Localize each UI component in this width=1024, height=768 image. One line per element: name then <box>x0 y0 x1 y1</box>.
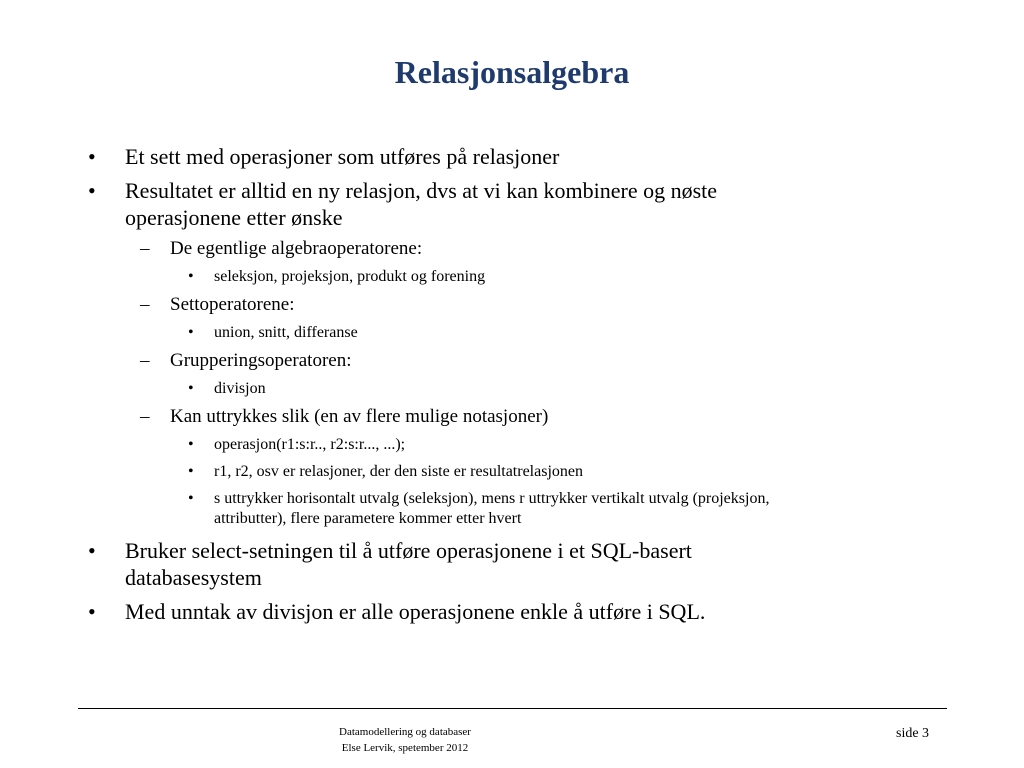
sub-text: Grupperingsoperatoren: <box>170 350 352 371</box>
subsub-text: seleksjon, projeksjon, produkt og forening <box>214 268 486 285</box>
bullet-marker: • <box>188 268 194 285</box>
bullet-marker: • <box>188 463 194 480</box>
dash-marker: – <box>140 350 150 371</box>
bullet-text: Med unntak av divisjon er alle operasjonene enkle å utføre i SQL. <box>125 599 706 624</box>
bullet-marker: • <box>88 599 96 624</box>
bullet-text: databasesystem <box>125 565 262 590</box>
bullet-marker: • <box>188 324 194 341</box>
bullet-text: Resultatet er alltid en ny relasjon, dvs at vi kan kombinere og nøste <box>125 178 718 203</box>
bullet-text: Et sett med operasjoner som utføres på relasjoner <box>125 144 560 169</box>
bullet-text: Bruker select-setningen til å utføre operasjonene i et SQL-basert <box>125 538 692 563</box>
footer-course: Datamodellering og databaser <box>339 726 471 738</box>
subsub-text: attributter), flere parametere kommer etter hvert <box>214 510 522 527</box>
subsub-text: r1, r2, osv er relasjoner, der den siste er resultatrelasjonen <box>214 463 583 480</box>
bullet-marker: • <box>88 178 96 203</box>
bullet-marker: • <box>88 144 96 169</box>
subsub-text: union, snitt, differanse <box>214 324 358 341</box>
subsub-text: s uttrykker horisontalt utvalg (seleksjon), mens r uttrykker vertikalt utvalg (projeksjon, <box>214 490 770 507</box>
subsub-text: divisjon <box>214 380 266 397</box>
slide-title: Relasjonsalgebra <box>394 54 630 90</box>
bullet-marker: • <box>188 490 194 507</box>
footer-author: Else Lervik, spetember 2012 <box>341 742 469 754</box>
sub-text: De egentlige algebraoperatorene: <box>170 238 423 259</box>
bullet-marker: • <box>188 436 194 453</box>
sub-text: Kan uttrykkes slik (en av flere mulige notasjoner) <box>170 406 549 427</box>
dash-marker: – <box>140 238 150 259</box>
page-number: side 3 <box>896 726 930 741</box>
footer-info <box>0 724 810 756</box>
bullet-marker: • <box>188 380 194 397</box>
dash-marker: – <box>140 406 150 427</box>
sub-text: Settoperatorene: <box>170 294 295 315</box>
bullet-marker: • <box>88 538 96 563</box>
bullet-text: operasjonene etter ønske <box>125 205 343 230</box>
footer-divider <box>78 708 947 709</box>
subsub-text: operasjon(r1:s:r.., r2:s:r..., ...); <box>214 436 406 453</box>
dash-marker: – <box>140 294 150 315</box>
